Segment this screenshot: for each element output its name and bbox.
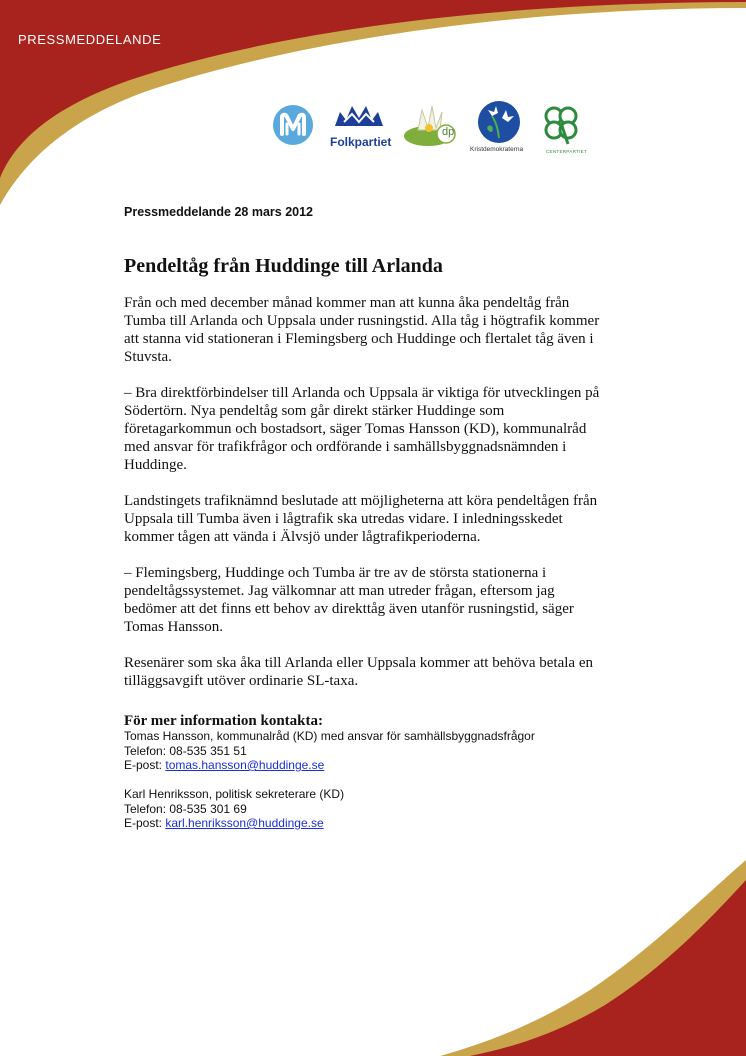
press-release-date: Pressmeddelande 28 mars 2012 — [124, 205, 314, 219]
contact-phone: Telefon: 08-535 351 51 — [124, 743, 247, 758]
contact-email-row — [124, 758, 535, 773]
paragraph: Från och med december månad kommer man att kunna åka pendeltåg från Tumba till Arlanda och Uppsala under rusningstid. Alla tåg i högtrafik kommer att stanna vid stationeran i Flemingsberg och Huddinge och flertalet tåg även i Stuvsta. — [124, 295, 600, 365]
email-link[interactable]: karl.henriksson@huddinge.se — [165, 816, 324, 830]
email-label: E-post: — [124, 758, 166, 772]
paragraph: – Bra direktförbindelser till Arlanda och Uppsala är viktiga för utvecklingen på Södertörn. Nya pendeltåg som går direkt stärker Huddinge som företagarkommun och bostadsort, säger Tomas Hansson (KD), kommunalråd med ansvar för trafikfrågor och ordförande i samhällsbyggnadsnämnden i Huddinge. — [124, 385, 600, 473]
kristdemokraterna-logo — [476, 100, 522, 144]
contact-section — [124, 713, 535, 831]
paragraph: – Flemingsberg, Huddinge och Tumba är tre av de största stationerna i pendeltågssystemet. Jag välkomnar att man utreder frågan, eftersom jag bedömer att det finns ett behov av direkttåg även utanför rusningstid, säger Tomas Hansson. — [124, 565, 574, 635]
document-type-label: PRESSMEDDELANDE — [18, 32, 162, 47]
contact-heading: För mer information kontakta: — [124, 713, 324, 729]
paragraph: Resenärer som ska åka till Arlanda eller Uppsala kommer att behöva betala en tilläggsavgift utöver ordinarie SL-taxa. — [124, 655, 593, 689]
dp-waterlily-logo — [400, 100, 460, 150]
paragraph: Landstingets trafiknämnd beslutade att möjligheterna att köra pendeltågen från Uppsala till Tumba även i lågtrafik ska utredas vidare. I inledningsskedet kommer tågen att vända i Älvsjö under lågtrafikperioderna. — [124, 493, 598, 545]
contact-name-role: Tomas Hansson, kommunalråd (KD) med ansvar för samhällsbyggnadsfrågor — [124, 729, 535, 743]
folkpartiet-label: Folkpartiet — [330, 135, 392, 149]
contact-phone: Telefon: 08-535 301 69 — [124, 801, 247, 816]
headline: Pendeltåg från Huddinge till Arlanda — [124, 255, 443, 277]
email-label: E-post: — [124, 816, 166, 830]
contact-name-role: Karl Henriksson, politisk sekreterare (KD) — [124, 787, 345, 801]
kristdemokraterna-label: Kristdemokraterna — [470, 146, 524, 153]
contact-email-row — [124, 816, 535, 831]
dp-label: dp — [442, 126, 455, 138]
centerpartiet-label: CENTERPARTIET — [546, 149, 587, 154]
folkpartiet-logo — [330, 102, 388, 134]
moderaterna-m-logo — [272, 104, 314, 146]
centerpartiet-clover-logo — [538, 102, 584, 146]
email-link[interactable]: tomas.hansson@huddinge.se — [165, 758, 325, 772]
article-body — [124, 294, 604, 708]
